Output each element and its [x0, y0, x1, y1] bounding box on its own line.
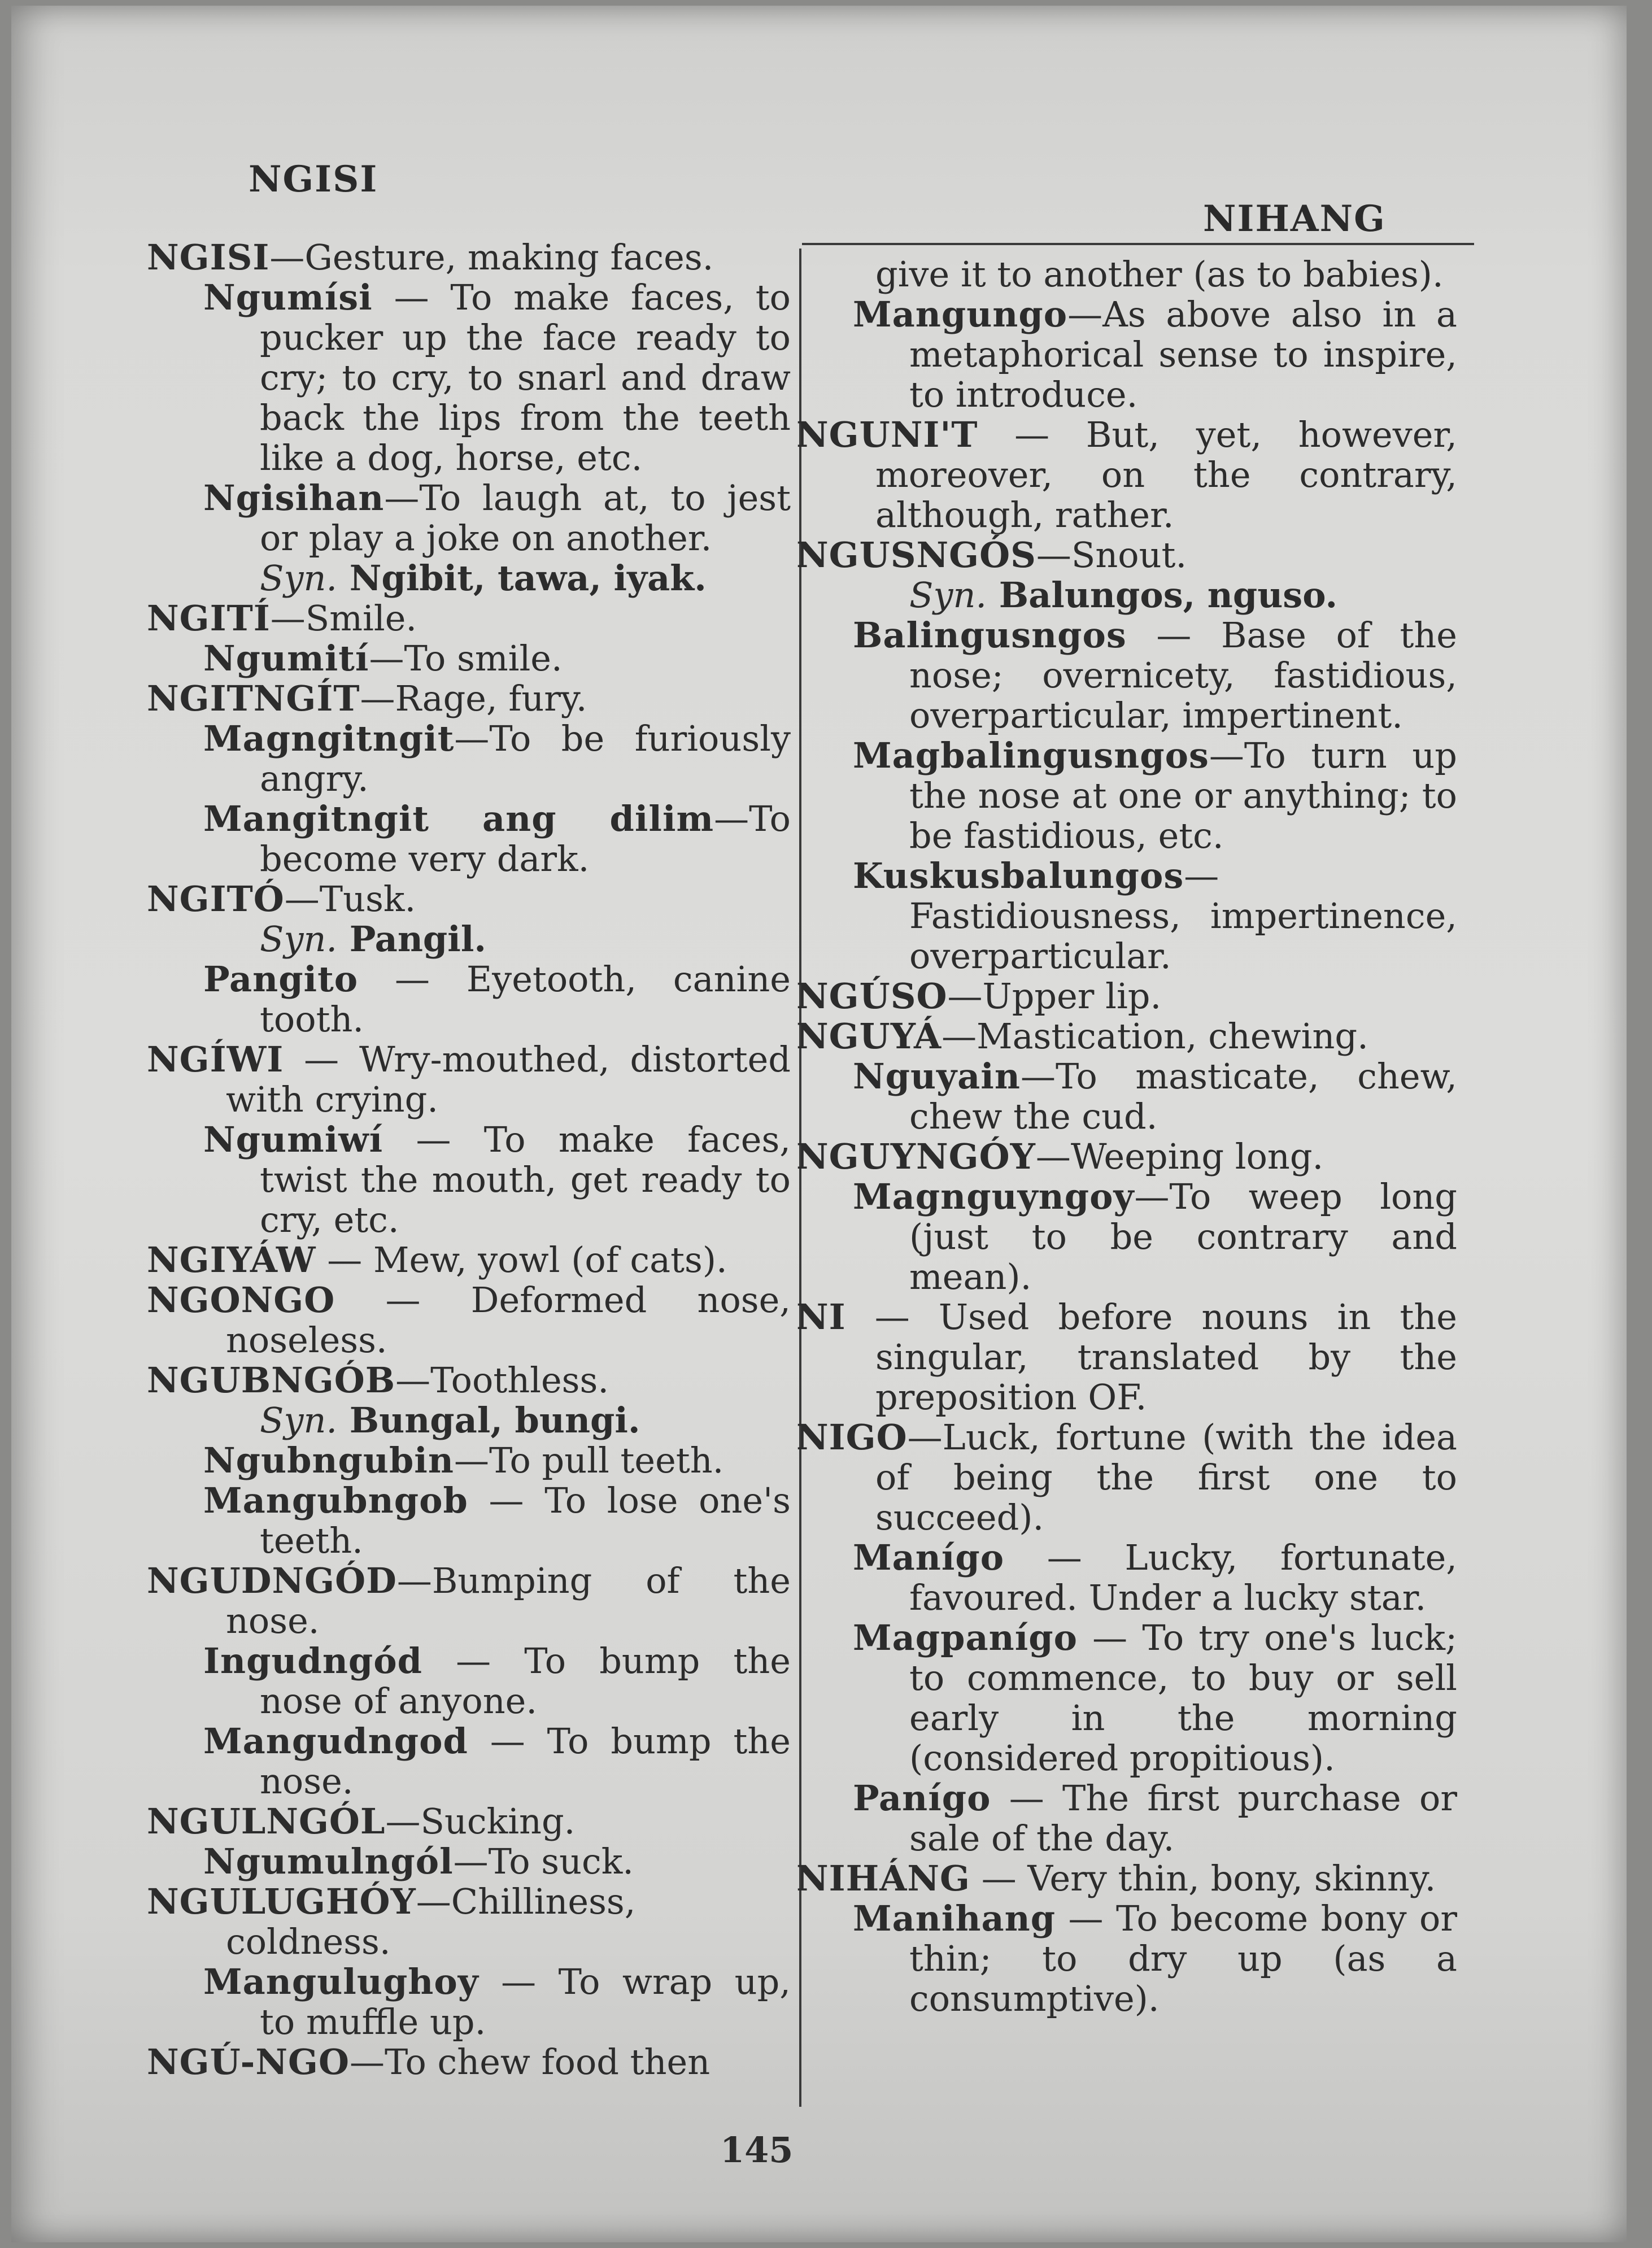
definition: — To lose one's teeth.: [260, 1480, 791, 1561]
synonym-words: Ngibit, tawa, iyak.: [337, 557, 707, 599]
definition: — Fastidiousness, impertinence, overparticular.: [909, 855, 1457, 977]
dictionary-entry: [147, 1039, 791, 1119]
dictionary-entry: [147, 1881, 791, 1962]
dictionary-subentry: [796, 254, 1457, 294]
definition: —To chew food then: [349, 2041, 711, 2083]
definition: —To turn up the nose at one or anything; to be fastidious, etc.: [909, 735, 1457, 856]
definition: —Rage, fury.: [360, 678, 587, 719]
headword: Nguyain: [853, 1056, 1021, 1097]
definition: —To be furiously angry.: [260, 718, 791, 799]
definition: —Weeping long.: [1035, 1136, 1324, 1177]
definition: — Deformed nose, noseless.: [226, 1279, 791, 1361]
headword: Manígo: [853, 1537, 1005, 1578]
dictionary-entry: [147, 1360, 791, 1400]
dictionary-entry: [796, 415, 1457, 535]
dictionary-entry: [796, 1858, 1457, 1898]
dictionary-subentry: [796, 735, 1457, 856]
definition: —To laugh at, to jest or play a joke on another.: [260, 477, 791, 559]
dictionary-entry: [796, 1016, 1457, 1056]
dictionary-entry: [147, 1561, 791, 1641]
definition: —Gesture, making faces.: [269, 237, 714, 278]
synonym-line: [147, 1400, 791, 1440]
headword: NGUYÁ: [796, 1016, 942, 1057]
header-rule: [802, 243, 1474, 245]
definition: —As above also in a metaphorical sense to inspire, to introduce.: [909, 294, 1457, 415]
headword: Balingusngos: [853, 615, 1127, 656]
definition: — But, yet, however, moreover, on the contrary, although, rather.: [875, 414, 1457, 535]
headword: NGUNI'T: [796, 414, 978, 455]
dictionary-entry: [147, 1801, 791, 1841]
definition: — Lucky, fortunate, favoured. Under a lucky star.: [909, 1537, 1457, 1618]
definition: —To weep long (just to be contrary and mean).: [909, 1176, 1457, 1297]
dictionary-entry: [147, 879, 791, 919]
headword: Mangubngob: [203, 1480, 468, 1521]
dictionary-entry: [796, 1297, 1457, 1417]
dictionary-subentry: [796, 856, 1457, 976]
dictionary-entry: [147, 1280, 791, 1360]
synonym-label: Syn.: [260, 557, 338, 599]
dictionary-entry: [147, 1240, 791, 1280]
dictionary-subentry: [796, 294, 1457, 415]
headword: Kuskusbalungos: [853, 855, 1184, 896]
synonym-label: Syn.: [260, 1400, 338, 1441]
headword: NGUBNGÓB: [147, 1360, 396, 1401]
dictionary-subentry: [796, 1537, 1457, 1618]
headword: NGUSNGÓS: [796, 534, 1036, 576]
definition: —To become very dark.: [260, 798, 791, 879]
dictionary-subentry: [796, 615, 1457, 735]
synonym-line: [147, 558, 791, 598]
definition: —Toothless.: [395, 1360, 609, 1401]
definition: — To wrap up, to muffle up.: [260, 1961, 791, 2042]
dictionary-subentry: [147, 1962, 791, 2042]
headword: NIGO: [796, 1417, 908, 1458]
headword: Pangito: [203, 959, 359, 1000]
synonym-line: [796, 575, 1457, 615]
definition: —Chilliness, coldness.: [226, 1881, 636, 1962]
headword: NGÚ-NGO: [147, 2041, 350, 2083]
dictionary-subentry: [796, 1177, 1457, 1297]
headword: NGULUGHÓY: [147, 1881, 416, 1922]
headword: NGUDNGÓD: [147, 1560, 397, 1601]
definition: —Snout.: [1036, 534, 1187, 576]
headword: Magbalingusngos: [853, 735, 1209, 776]
headword: Manihang: [853, 1898, 1056, 1939]
dictionary-subentry: [147, 1119, 791, 1240]
dictionary-subentry: [147, 478, 791, 558]
definition: give it to another (as to babies).: [875, 254, 1444, 295]
definition: — Wry-mouthed, distorted with crying.: [226, 1039, 791, 1120]
dictionary-entry: [796, 1417, 1457, 1537]
definition: —Luck, fortune (with the idea of being the first one to succeed).: [875, 1417, 1457, 1538]
definition: —To pull teeth.: [454, 1440, 724, 1481]
definition: —Mastication, chewing.: [941, 1016, 1368, 1057]
dictionary-entry: [147, 2042, 791, 2082]
headword: NGONGO: [147, 1279, 335, 1321]
headword: NI: [796, 1296, 846, 1338]
dictionary-subentry: [147, 638, 791, 678]
definition: — Used before nouns in the singular, translated by the preposition OF.: [845, 1296, 1457, 1418]
dictionary-entry: [147, 598, 791, 638]
headword: NGITÍ: [147, 598, 271, 639]
definition: — To make faces, to pucker up the face ready to cry; to cry, to snarl and draw back the lips from the teeth like a dog, horse, etc.: [260, 277, 791, 478]
left-column: [147, 237, 791, 2082]
dictionary-subentry: [147, 799, 791, 879]
headword: NGUYNGÓY: [796, 1136, 1036, 1177]
dictionary-subentry: [147, 1480, 791, 1561]
right-column: [796, 254, 1457, 2019]
dictionary-subentry: [147, 277, 791, 478]
headword: Ingudngód: [203, 1640, 422, 1681]
page-number: 145: [720, 2129, 794, 2171]
headword: NGÚSO: [796, 975, 948, 1017]
headword: Panígo: [853, 1778, 991, 1819]
definition: — The first purchase or sale of the day.: [909, 1778, 1457, 1859]
dictionary-subentry: [147, 1440, 791, 1480]
definition: — To make faces, twist the mouth, get ready to cry, etc.: [260, 1119, 791, 1240]
definition: — Base of the nose; overnicety, fastidious, overparticular, impertinent.: [909, 615, 1457, 736]
synonym-words: Balungos, nguso.: [987, 574, 1338, 616]
headword: Ngumísi: [203, 277, 373, 318]
headword: Mangitngit ang dilim: [203, 798, 714, 839]
headword: Ngubngubin: [203, 1440, 454, 1481]
headword: Mangudngod: [203, 1720, 468, 1762]
dictionary-subentry: [147, 1721, 791, 1801]
synonym-label: Syn.: [909, 574, 987, 616]
dictionary-subentry: [147, 1641, 791, 1721]
dictionary-entry: [796, 535, 1457, 575]
headword: NGULNGÓL: [147, 1801, 386, 1842]
headword: NIHÁNG: [796, 1858, 970, 1899]
dictionary-subentry: [796, 1778, 1457, 1858]
definition: —Bumping of the nose.: [226, 1560, 791, 1641]
headword: Mangungo: [853, 294, 1068, 335]
dictionary-subentry: [147, 718, 791, 799]
dictionary-entry: [796, 976, 1457, 1016]
headword: NGITNGÍT: [147, 678, 360, 719]
headword: Magnguyngoy: [853, 1176, 1135, 1217]
dictionary-entry: [147, 237, 791, 277]
dictionary-subentry: [796, 1898, 1457, 2019]
dictionary-subentry: [796, 1618, 1457, 1778]
definition: — Eyetooth, canine tooth.: [260, 959, 791, 1040]
synonym-words: Bungal, bungi.: [337, 1400, 640, 1441]
dictionary-subentry: [796, 1056, 1457, 1136]
definition: —Tusk.: [284, 878, 416, 920]
definition: — To become bony or thin; to dry up (as a consumptive).: [909, 1898, 1457, 2019]
headword: Magngitngit: [203, 718, 455, 759]
headword: NGIYÁW: [147, 1239, 316, 1280]
synonym-label: Syn.: [260, 918, 338, 960]
dictionary-entry: [147, 678, 791, 718]
definition: — To try one's luck; to commence, to buy or sell early in the morning (considered propitious).: [909, 1617, 1457, 1779]
definition: —Sucking.: [385, 1801, 576, 1842]
headword: Ngumití: [203, 638, 369, 679]
dictionary-subentry: [147, 1841, 791, 1881]
definition: — Very thin, bony, skinny.: [970, 1858, 1436, 1899]
definition: —Smile.: [270, 598, 417, 639]
definition: —To suck.: [453, 1841, 634, 1882]
headword: Ngisihan: [203, 477, 385, 519]
definition: — To bump the nose of anyone.: [260, 1640, 791, 1722]
headword: Ngumiwí: [203, 1119, 383, 1160]
dictionary-page: [11, 6, 1627, 2242]
definition: —Upper lip.: [947, 975, 1162, 1017]
headword: NGITÓ: [147, 878, 285, 920]
headword: Magpanígo: [853, 1617, 1078, 1658]
headword: NGÍWI: [147, 1039, 284, 1080]
dictionary-subentry: [147, 959, 791, 1039]
definition: —To smile.: [369, 638, 563, 679]
definition: —To masticate, chew, chew the cud.: [909, 1056, 1457, 1137]
dictionary-entry: [796, 1136, 1457, 1177]
synonym-words: Pangil.: [337, 918, 486, 960]
right-guide-word: NIHANG: [1203, 198, 1386, 240]
left-guide-word: NGISI: [249, 158, 378, 201]
synonym-line: [147, 919, 791, 959]
definition: — Mew, yowl (of cats).: [316, 1239, 727, 1280]
headword: Mangulughoy: [203, 1961, 479, 2002]
headword: NGISI: [147, 237, 270, 278]
headword: Ngumulngól: [203, 1841, 454, 1882]
definition: — To bump the nose.: [260, 1720, 791, 1802]
